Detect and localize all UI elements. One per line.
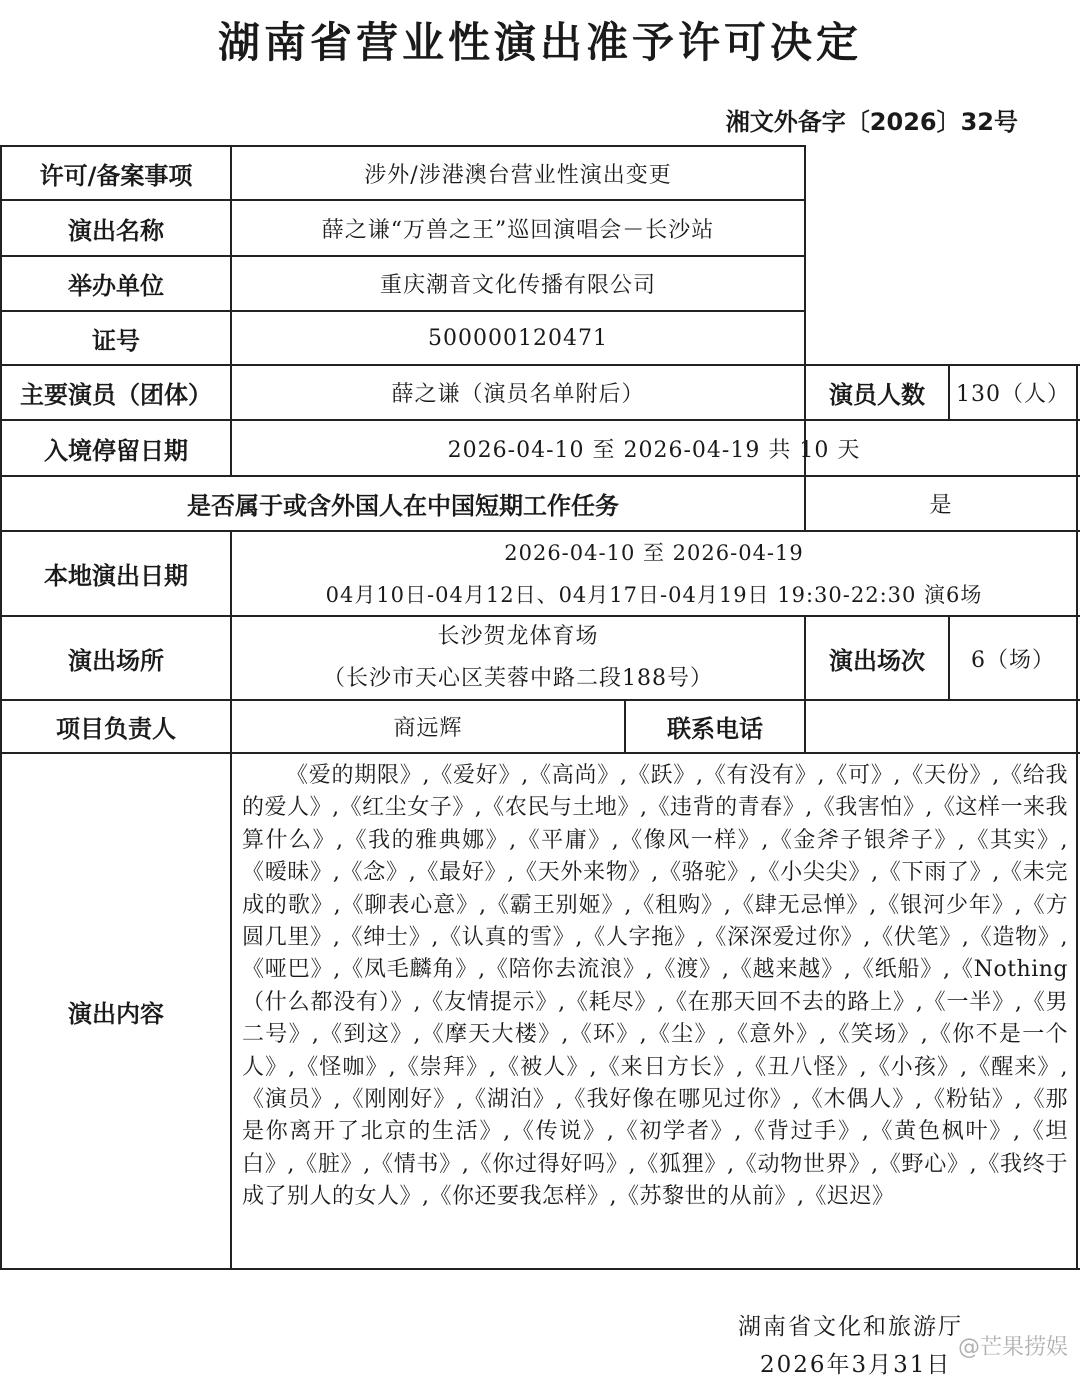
watermark: @芒果捞娱 [957,1335,1068,1360]
contact-phone-value [806,701,1076,752]
show-name-label: 演出名称 [68,216,164,245]
short-term-work-value: 是 [929,493,953,518]
content-song-list: 《爱的期限》,《爱好》,《高尚》,《跃》,《有没有》,《可》,《天份》,《给我的爱人》,《红尘女子》,《农民与土地》,《违背的青春》,《我害怕》,《这样一来我算什么》,《我的雅典娜》,《平庸》,《像风一样》,《金斧子银斧子》,《其实》,《暧昧》,《念》,《最好》,《天外来物》,《骆驼》,《小尖尖》,《下雨了》,《未完成的歌》,《聊表心意》,《霸王别姬》,《租购》,《肆无忌惮》,《银河少年》,《方圆几里》,《绅士》,《认真的雪》,《人字拖》,《深深爱过你》,《伏笔》,《造物》,《哑巴》,《凤毛麟角》,《陪你去流浪》,《渡》,《越来越》,《纸船》,《Nothing（什么都没有）》,《友情提示》,《耗尽》,《在那天回不去的路上》,《一半》,《男二号》,《到这》,《摩天大楼》,《环》,《尘》,《意外》,《笑场》,《你不是一个人》,《怪咖》,《崇拜》,《被人》,《来日方长》,《丑八怪》,《小孩》,《醒来》,《演员》,《刚刚好》,《湖泊》,《我好像在哪见过你》,《木偶人》,《粉钻》,《那是你离开了北京的生活》,《传说》,《初学者》,《背过手》,《黄色枫叶》,《坦白》,《脏》,《情书》,《你过得好吗》,《狐狸》,《动物世界》,《野心》,《我终于成了别人的女人》,《你还要我怎样》,《苏黎世的从前》,《迟迟》 [242,763,1068,1210]
venue-address: （长沙市天心区芙蓉中路二段188号） [323,666,713,691]
venue-value [232,617,804,699]
issuer: 湖南省文化和旅游厅 [738,1314,963,1340]
content-label: 演出内容 [68,999,164,1028]
contact-phone-label: 联系电话 [667,715,763,743]
short-term-work-label: 是否属于或含外国人在中国短期工作任务 [187,492,619,520]
organizer-label: 举办单位 [68,272,164,300]
organizer-value: 重庆潮音文化传播有限公司 [379,273,656,298]
local-dates-line1: 2026-04-10 至 2026-04-19 [504,540,804,565]
table-line [1076,364,1078,1270]
local-dates-line2: 04月10日-04月12日、04月17日-04月19日 19:30-22:30 演6场 [325,582,983,607]
project-lead-label: 项目负责人 [56,715,176,743]
document-title: 湖南省营业性演出准予许可决定 [217,18,862,67]
permit-item-label: 许可/备案事项 [39,161,193,190]
show-name-value: 薛之谦“万兽之王”巡回演唱会－长沙站 [321,217,715,243]
entry-dates-label: 入境停留日期 [44,436,188,465]
main-performer-label: 主要演员（团体） [20,381,212,409]
venue-label: 演出场所 [68,646,164,675]
local-dates-value [232,532,1076,615]
license-number-value: 500000120471 [428,325,608,351]
local-dates-label: 本地演出日期 [44,562,188,590]
document-number: 湘文外备字〔2026〕32号 [725,108,1018,136]
show-count-label: 演出场次 [829,646,925,675]
venue-name: 长沙贺龙体育场 [437,624,599,649]
performer-count-label: 演员人数 [829,381,925,409]
entry-dates-value: 2026-04-10 至 2026-04-19 共 10 天 [447,437,861,463]
license-number-label: 证号 [92,326,140,355]
issue-date: 2026年3月31日 [760,1352,952,1378]
performer-count-value: 130（人） [956,382,1070,407]
main-performer-value: 薛之谦（演员名单附后） [391,382,645,407]
project-lead-value: 商远辉 [393,716,463,741]
permit-item-value: 涉外/涉港澳台营业性演出变更 [364,162,672,188]
table-line [0,1268,1080,1270]
show-count-value: 6（场） [971,647,1055,673]
